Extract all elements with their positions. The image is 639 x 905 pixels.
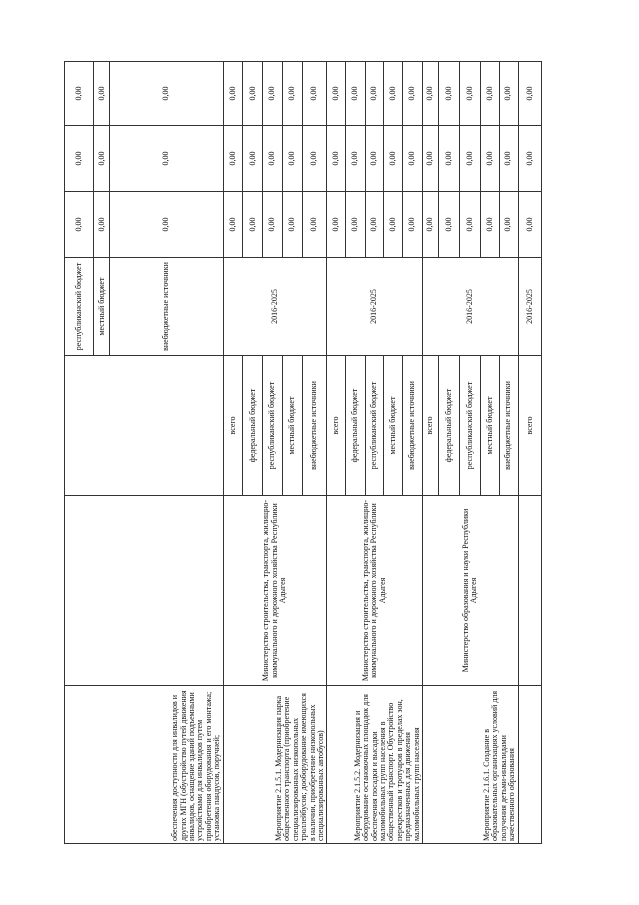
funding-source-cell: местный бюджет	[481, 356, 500, 496]
funding-source-cell: федеральный бюджет	[439, 356, 460, 496]
executor-cell	[65, 496, 224, 686]
amount-cell: 0,00	[345, 62, 365, 126]
amount-cell: 0,00	[243, 126, 263, 192]
amount-cell: 0,00	[302, 126, 326, 192]
table-row	[518, 62, 541, 844]
amount-cell: 0,00	[481, 62, 500, 126]
funding-source-cell: местный бюджет	[283, 356, 303, 496]
executor-cell: Министерство строительства, транспорта, жилищно-коммунального и дорожного хозяйства Республики Адыгея	[223, 496, 327, 686]
amount-cell: 0,00	[345, 126, 365, 192]
amount-cell: 0,00	[365, 192, 384, 258]
amount-cell: 0,00	[460, 192, 481, 258]
amount-cell: 0,00	[65, 62, 94, 126]
amount-cell: 0,00	[283, 126, 303, 192]
amount-cell: 0,00	[110, 192, 223, 258]
table-row	[65, 62, 94, 844]
amount-cell: 0,00	[223, 126, 243, 192]
amount-cell: 0,00	[384, 62, 403, 126]
funding-source-cell: всего	[327, 356, 346, 496]
amount-cell: 0,00	[460, 126, 481, 192]
amount-cell: 0,00	[94, 126, 110, 192]
amount-cell: 0,00	[481, 126, 500, 192]
amount-cell: 0,00	[110, 62, 223, 126]
executor-cell: Министерство строительства, транспорта, жилищно-коммунального и дорожного хозяйства Республики Адыгея	[327, 496, 423, 686]
amount-cell: 0,00	[403, 192, 423, 258]
table-row	[422, 62, 438, 844]
amount-cell: 0,00	[499, 62, 518, 126]
amount-cell: 0,00	[263, 126, 283, 192]
funding-source-cell: республиканский бюджет	[263, 356, 283, 496]
amount-cell: 0,00	[403, 62, 423, 126]
funding-source-cell: внебюджетные источники	[499, 356, 518, 496]
amount-cell: 0,00	[94, 192, 110, 258]
amount-cell: 0,00	[243, 62, 263, 126]
table-row	[223, 62, 243, 844]
funding-source-cell: федеральный бюджет	[345, 356, 365, 496]
measure-description: Мероприятие 2.1.5.1. Модернизация парка общественного транспорта (приобретение специализированных низкопольных троллейбусов; дооборудование имеющихся в наличии, приобретение низкопольных специализированных автобусов)	[223, 686, 327, 844]
period-cell: 2016-2025	[223, 258, 327, 356]
amount-cell: 0,00	[283, 62, 303, 126]
amount-cell: 0,00	[243, 192, 263, 258]
amount-cell: 0,00	[518, 126, 541, 192]
executor-cell	[518, 496, 541, 686]
funding-source-cell: республиканский бюджет	[365, 356, 384, 496]
funding-source-cell: всего	[422, 356, 438, 496]
amount-cell: 0,00	[384, 192, 403, 258]
measure-description	[518, 686, 541, 844]
amount-cell: 0,00	[422, 62, 438, 126]
amount-cell: 0,00	[327, 192, 346, 258]
funding-source-cell: всего	[518, 356, 541, 496]
amount-cell: 0,00	[263, 192, 283, 258]
funding-source-cell: республиканский бюджет	[460, 356, 481, 496]
amount-cell: 0,00	[263, 62, 283, 126]
amount-cell: 0,00	[223, 192, 243, 258]
amount-cell: 0,00	[283, 192, 303, 258]
period-cell: 2016-2025	[518, 258, 541, 356]
amount-cell: 0,00	[403, 126, 423, 192]
amount-cell: 0,00	[223, 62, 243, 126]
amount-cell: 0,00	[422, 126, 438, 192]
measure-description: Мероприятие 2.1.6.1. Создание в образовательных организациях условий для получения детьми-инвалидами качественного образования	[422, 686, 518, 844]
amount-cell: 0,00	[327, 62, 346, 126]
funding-source-cell: местный бюджет	[384, 356, 403, 496]
table-row	[327, 62, 346, 844]
funding-source-cell: внебюджетные источники	[302, 356, 326, 496]
amount-cell: 0,00	[345, 192, 365, 258]
program-table	[64, 61, 542, 844]
amount-cell: 0,00	[302, 192, 326, 258]
amount-cell: 0,00	[327, 126, 346, 192]
amount-cell: 0,00	[365, 62, 384, 126]
funding-source-cell: внебюджетные источники	[403, 356, 423, 496]
funding-source-cell: внебюджетные источники	[110, 258, 223, 356]
table-body	[65, 62, 542, 844]
amount-cell: 0,00	[499, 192, 518, 258]
period-cell	[65, 356, 224, 496]
amount-cell: 0,00	[302, 62, 326, 126]
amount-cell: 0,00	[422, 192, 438, 258]
period-cell: 2016-2025	[422, 258, 518, 356]
period-cell: 2016-2025	[327, 258, 423, 356]
funding-source-cell: федеральный бюджет	[243, 356, 263, 496]
amount-cell: 0,00	[439, 126, 460, 192]
amount-cell: 0,00	[499, 126, 518, 192]
executor-cell: Министерство образования и науки Республики Адыгея	[422, 496, 518, 686]
amount-cell: 0,00	[384, 126, 403, 192]
amount-cell: 0,00	[110, 126, 223, 192]
funding-source-cell: всего	[223, 356, 243, 496]
funding-source-cell: местный бюджет	[94, 258, 110, 356]
amount-cell: 0,00	[518, 192, 541, 258]
measure-description: обеспечения доступности для инвалидов и других МГН (обустройство путей движения инвалидов, оснащение зданий подъемными устройствами для инвалидов путем приобретения оборудования и его монтажа; установка пандусов, поручней;	[65, 686, 224, 844]
rotated-page	[64, 62, 542, 844]
amount-cell: 0,00	[65, 192, 94, 258]
amount-cell: 0,00	[65, 126, 94, 192]
amount-cell: 0,00	[94, 62, 110, 126]
amount-cell: 0,00	[460, 62, 481, 126]
amount-cell: 0,00	[439, 192, 460, 258]
amount-cell: 0,00	[481, 192, 500, 258]
amount-cell: 0,00	[365, 126, 384, 192]
measure-description: Мероприятие 2.1.5.2. Модернизация и оборудование остановочных площадок для обеспечения посадки и высадки маломобильных групп населения в общественный транспорт. Обустройство перекрестков и тротуаров в пределах зон, предназначенных для движения маломобильных групп населения	[327, 686, 423, 844]
amount-cell: 0,00	[518, 62, 541, 126]
amount-cell: 0,00	[439, 62, 460, 126]
funding-source-cell: республиканский бюджет	[65, 258, 94, 356]
